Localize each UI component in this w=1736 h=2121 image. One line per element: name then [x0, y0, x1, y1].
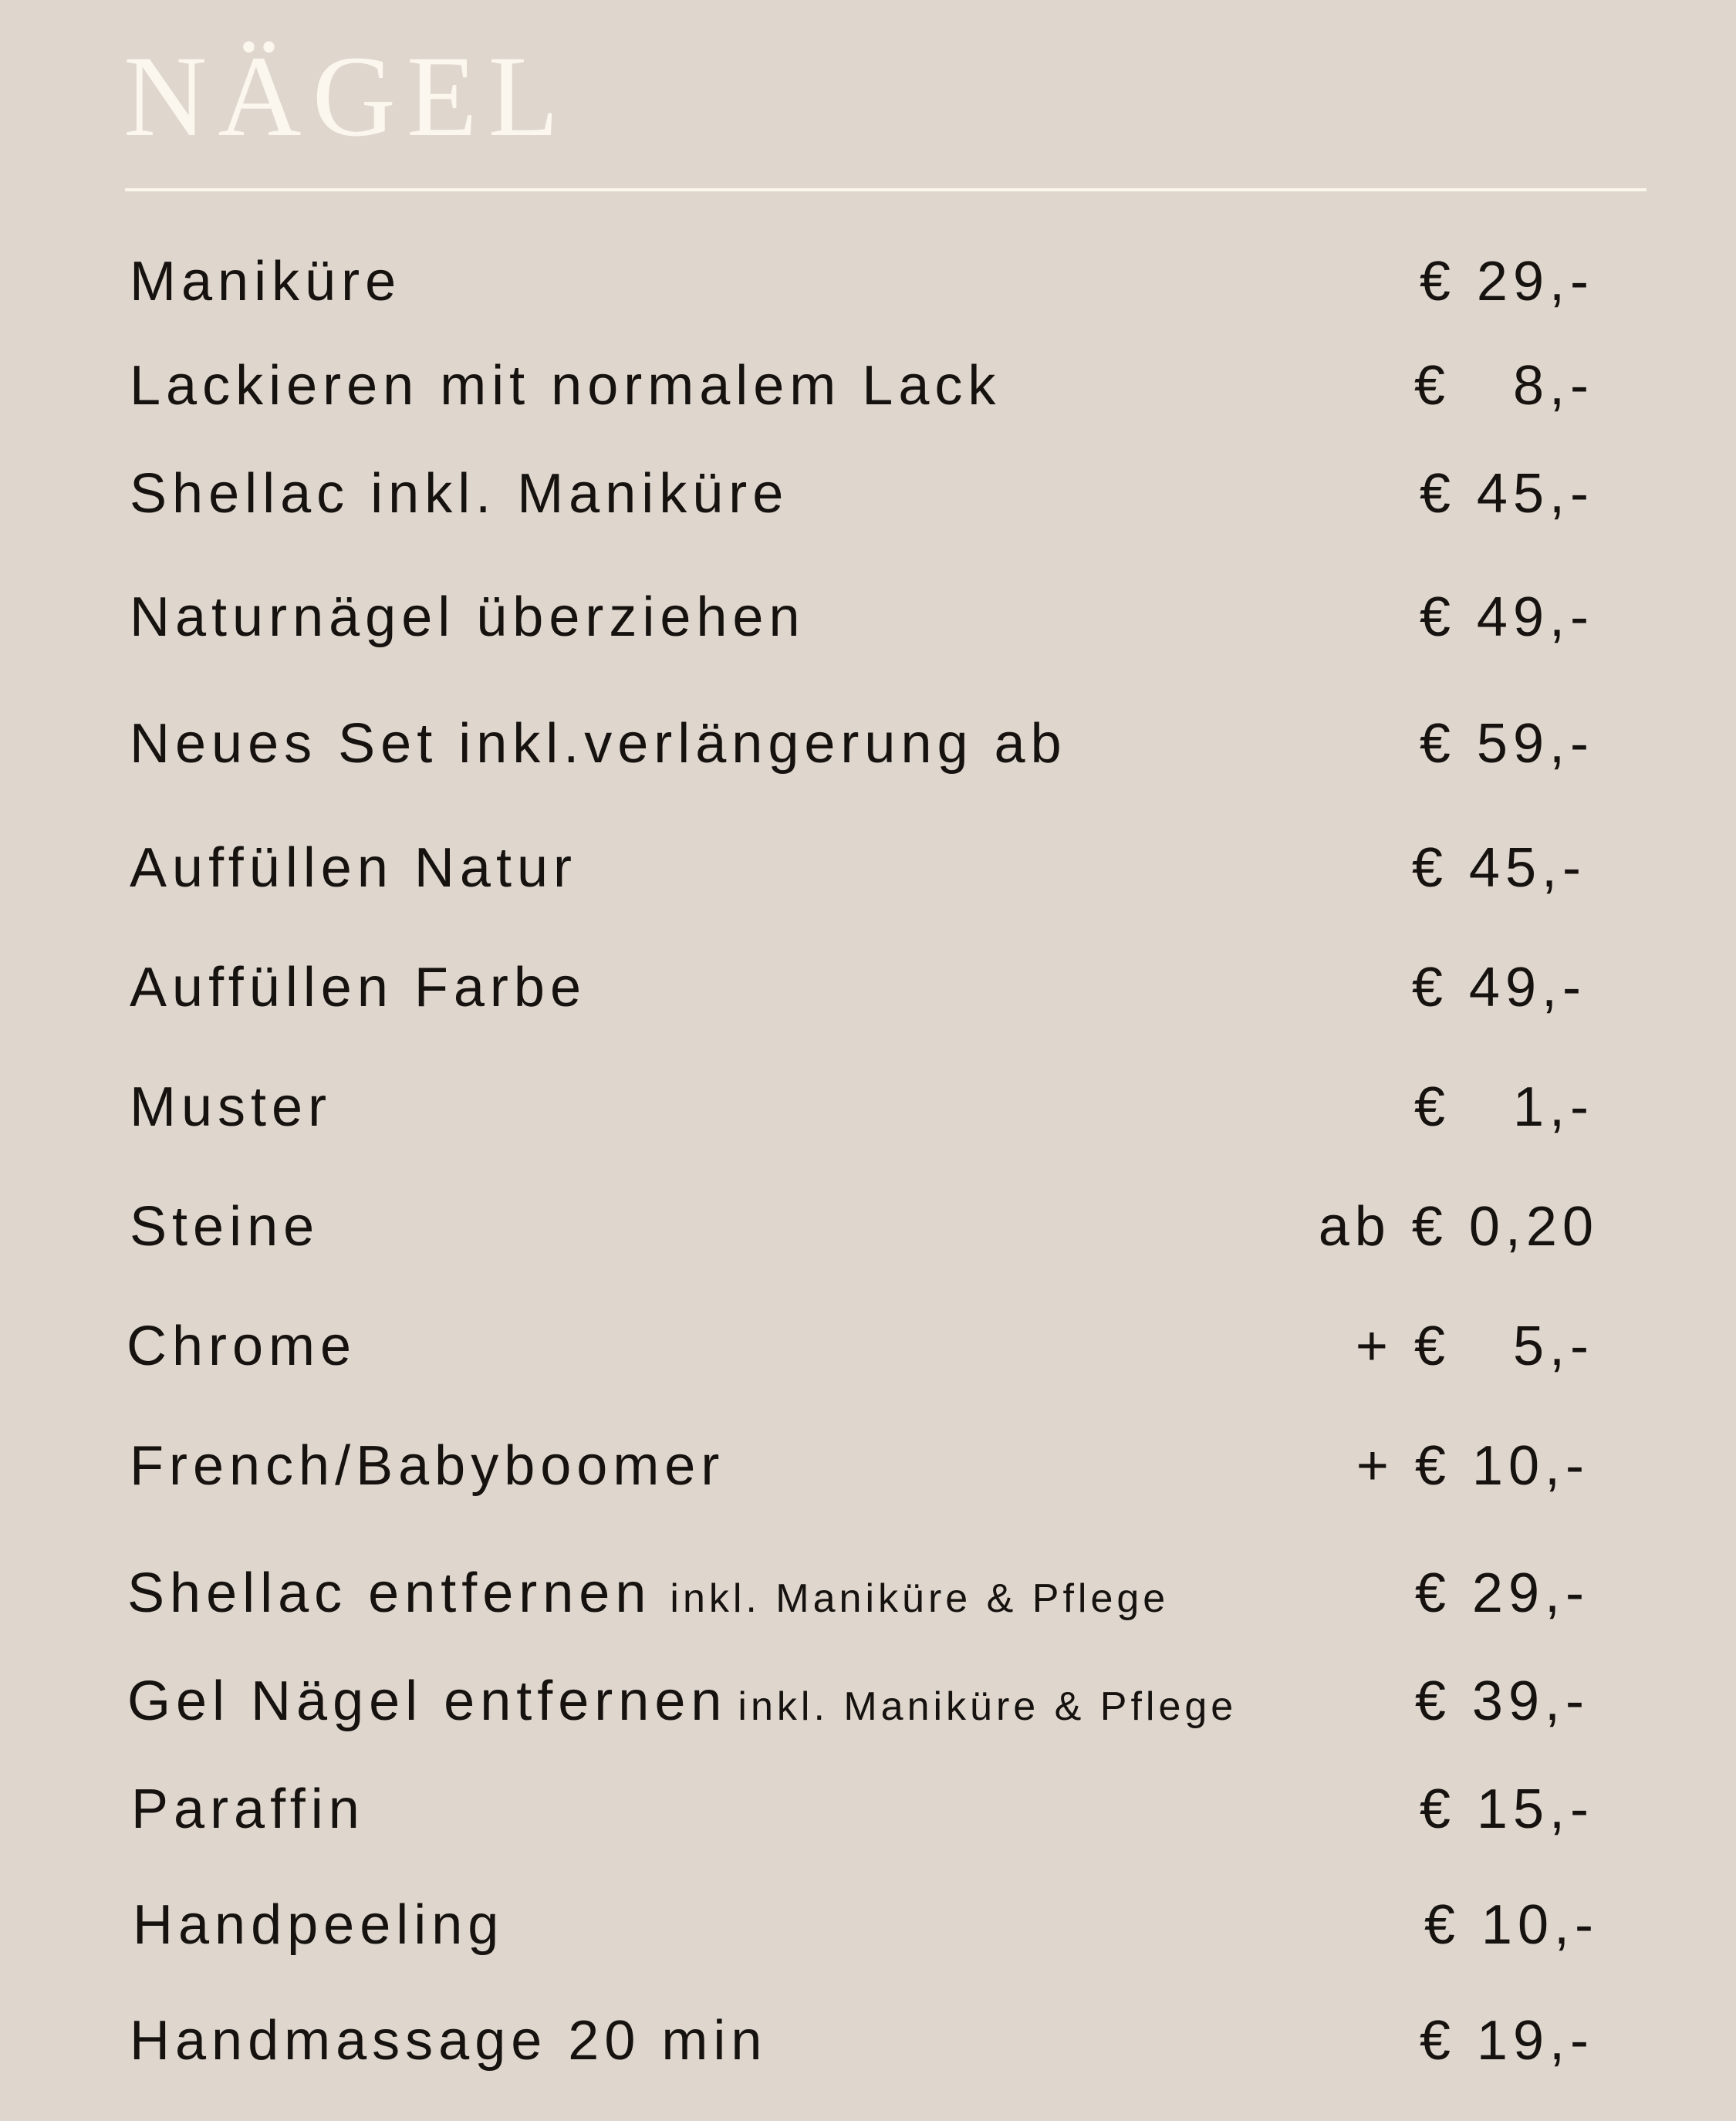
price-list-item — [0, 1069, 1736, 1146]
price-list-item — [0, 829, 1736, 907]
service-name: Naturnägel überziehen — [130, 586, 806, 648]
service-price: € 39,- — [1414, 1670, 1589, 1732]
price-list-item — [0, 455, 1736, 532]
service-name: French/Babyboomer — [130, 1435, 725, 1497]
service-price: € 15,- — [1419, 1778, 1594, 1840]
service-name-row — [127, 1555, 1169, 1637]
service-price: € 59,- — [1419, 713, 1594, 775]
price-list-item — [0, 949, 1736, 1026]
price-list-item — [0, 1188, 1736, 1265]
service-price: € 49,- — [1411, 957, 1586, 1018]
service-name: Handpeeling — [133, 1894, 505, 1956]
service-name: Lackieren mit normalem Lack — [130, 355, 1001, 417]
service-name: Paraffin — [131, 1778, 365, 1840]
service-price: € 49,- — [1419, 586, 1594, 648]
service-price: € 1,- — [1413, 1076, 1594, 1138]
service-price: € 29,- — [1419, 251, 1594, 312]
page-title: NÄGEL — [123, 32, 570, 160]
service-name: Maniküre — [130, 251, 402, 312]
price-list-item — [0, 1771, 1736, 1848]
service-name: Muster — [130, 1076, 333, 1138]
price-list-item — [0, 243, 1736, 320]
price-list-item — [0, 1555, 1736, 1632]
service-price: ab € 0,20 — [1318, 1196, 1599, 1258]
price-list-item — [0, 347, 1736, 424]
service-price: € 19,- — [1419, 2010, 1594, 2072]
service-note: inkl. Maniküre & Pflege — [738, 1684, 1238, 1729]
service-price: € 45,- — [1411, 837, 1586, 899]
price-list-item — [0, 2002, 1736, 2079]
service-name: Auffüllen Natur — [130, 837, 577, 899]
price-list-item — [0, 1427, 1736, 1505]
service-price: + € 10,- — [1356, 1435, 1589, 1497]
service-name: Handmassage 20 min — [130, 2010, 768, 2072]
service-name: Neues Set inkl.verlängerung ab — [130, 713, 1067, 775]
service-name: Shellac entfernen — [127, 1562, 652, 1624]
service-price: € 29,- — [1414, 1562, 1589, 1624]
service-price: € 8,- — [1413, 355, 1594, 417]
service-name: Shellac inkl. Maniküre — [130, 463, 789, 525]
price-list-item — [0, 1663, 1736, 1740]
service-name: Gel Nägel entfernen — [127, 1670, 728, 1732]
service-price: € 10,- — [1424, 1894, 1599, 1956]
title-divider — [125, 188, 1646, 191]
price-list-item — [0, 1308, 1736, 1385]
price-list-item — [0, 705, 1736, 782]
service-price: € 45,- — [1419, 463, 1594, 525]
price-list-item — [0, 579, 1736, 656]
service-name: Steine — [130, 1196, 320, 1258]
service-name-row — [127, 1663, 1237, 1745]
service-name: Chrome — [127, 1315, 357, 1377]
service-name: Auffüllen Farbe — [130, 957, 586, 1018]
service-note: inkl. Maniküre & Pflege — [670, 1576, 1170, 1621]
service-price: + € 5,- — [1355, 1315, 1594, 1377]
price-list-item — [0, 1886, 1736, 1964]
